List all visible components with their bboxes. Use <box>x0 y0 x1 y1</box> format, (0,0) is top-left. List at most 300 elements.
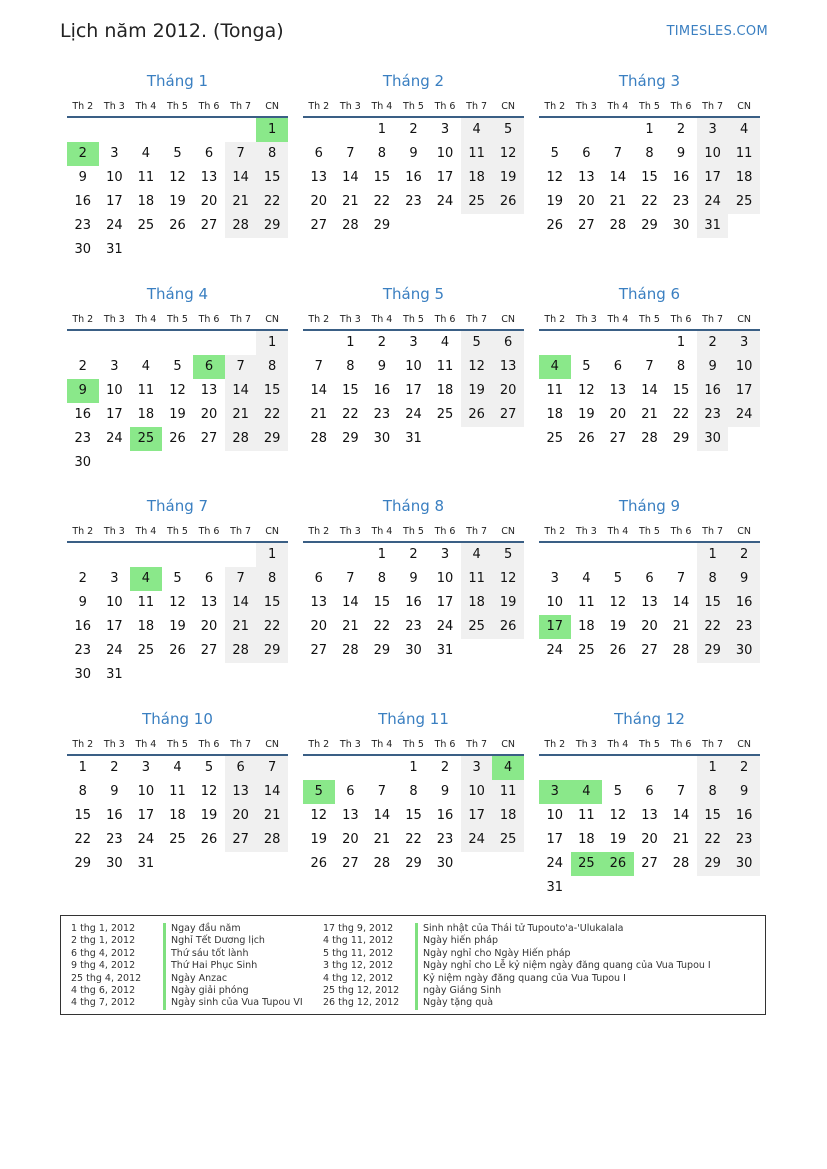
empty-cell <box>602 331 634 355</box>
day-cell: 2 <box>728 756 760 780</box>
weekday-label: Th 5 <box>639 739 660 750</box>
legend-date: 3 thg 12, 2012 <box>323 960 394 972</box>
day-cell: 29 <box>373 643 391 658</box>
day-cell: 20 <box>641 832 658 847</box>
day-cell: 3 <box>409 335 418 350</box>
empty-cell <box>539 331 571 355</box>
day-cell: 19 <box>169 194 186 209</box>
day-grid <box>67 118 288 262</box>
legend-holiday-name: Sinh nhật của Thái tử Tupouto'a-'Ulukalala <box>423 923 624 934</box>
day-cell: 12 <box>609 808 627 823</box>
day-cell: 1 <box>256 331 288 355</box>
legend-column-right <box>323 923 711 1010</box>
day-cell: 15 <box>405 808 422 823</box>
day-cell: 20 <box>200 194 218 209</box>
day-cell: 25 <box>492 828 524 852</box>
day-cell: 24 <box>106 643 123 658</box>
weekday-label: CN <box>501 739 516 750</box>
day-cell: 23 <box>697 403 729 427</box>
weekday-header <box>67 736 288 754</box>
weekday-label: Th 2 <box>308 526 330 537</box>
day-cell: 27 <box>342 856 359 871</box>
legend-date: 2 thg 1, 2012 <box>71 935 136 947</box>
day-cell: 26 <box>310 856 328 871</box>
month-block <box>67 710 288 876</box>
day-cell: 14 <box>672 808 690 823</box>
day-cell: 30 <box>74 242 92 257</box>
day-cell: 31 <box>546 880 564 895</box>
month-name: Tháng 1 <box>146 72 209 90</box>
day-cell: 31 <box>405 431 422 446</box>
day-cell: 3 <box>110 146 119 161</box>
day-cell: 18 <box>137 407 155 422</box>
weekday-label: Th 4 <box>371 314 393 325</box>
day-cell: 20 <box>225 804 257 828</box>
day-cell: 9 <box>409 571 418 586</box>
month-block <box>539 285 760 451</box>
day-cell: 22 <box>74 832 92 847</box>
legend-holiday-name: Ngày giải phóng <box>171 984 249 996</box>
day-cell: 15 <box>74 808 92 823</box>
holiday-cell: 17 <box>539 615 571 639</box>
holiday-cell: 2 <box>67 142 99 166</box>
weekday-label: Th 5 <box>167 314 188 325</box>
day-cell: 30 <box>74 455 92 470</box>
day-cell: 14 <box>310 383 328 398</box>
day-cell: 17 <box>106 619 123 634</box>
day-cell: 11 <box>436 359 454 374</box>
day-cell: 25 <box>169 832 186 847</box>
weekday-label: Th 2 <box>72 739 94 750</box>
day-cell: 3 <box>550 571 559 586</box>
weekday-label: Th 2 <box>544 526 566 537</box>
day-cell: 24 <box>546 643 564 658</box>
day-cell: 12 <box>492 567 524 591</box>
day-cell: 5 <box>173 359 182 374</box>
day-cell: 1 <box>697 543 729 567</box>
day-cell: 4 <box>141 146 151 161</box>
day-cell: 16 <box>74 407 92 422</box>
day-cell: 12 <box>169 170 186 185</box>
day-cell: 12 <box>609 595 627 610</box>
empty-cell <box>303 543 335 567</box>
weekday-label: Th 7 <box>466 101 488 112</box>
weekday-label: Th 5 <box>403 314 424 325</box>
holiday-cell: 4 <box>130 567 162 591</box>
holiday-marker <box>415 948 418 960</box>
legend-item <box>71 948 303 960</box>
day-cell: 30 <box>728 639 760 663</box>
day-cell: 26 <box>169 431 186 446</box>
weekday-label: Th 5 <box>167 526 188 537</box>
weekday-label: Th 6 <box>670 526 692 537</box>
day-cell: 4 <box>461 118 493 142</box>
day-cell: 25 <box>461 190 493 214</box>
day-cell: 2 <box>78 571 87 586</box>
holiday-cell: 9 <box>67 379 99 403</box>
day-cell: 11 <box>461 567 493 591</box>
day-cell: 2 <box>377 335 387 350</box>
day-cell: 8 <box>645 146 654 161</box>
day-cell: 5 <box>613 784 623 799</box>
day-cell: 19 <box>200 808 218 823</box>
day-cell: 8 <box>377 146 387 161</box>
day-cell: 25 <box>461 615 493 639</box>
day-cell: 15 <box>256 379 288 403</box>
holiday-marker <box>415 960 418 972</box>
day-cell: 15 <box>373 170 391 185</box>
day-cell: 29 <box>256 639 288 663</box>
day-cell: 18 <box>137 194 155 209</box>
day-cell: 24 <box>106 431 123 446</box>
month-name: Tháng 4 <box>146 285 209 303</box>
day-cell: 24 <box>461 828 493 852</box>
empty-cell <box>67 331 99 355</box>
day-cell: 8 <box>256 567 288 591</box>
holiday-cell: 4 <box>492 756 524 780</box>
legend-date: 5 thg 11, 2012 <box>323 947 394 959</box>
weekday-label: Th 5 <box>639 314 660 325</box>
brand-link[interactable]: TIMESLES.COM <box>666 24 768 39</box>
day-cell: 10 <box>697 142 729 166</box>
day-cell: 19 <box>169 407 186 422</box>
empty-cell <box>193 118 225 142</box>
legend-date: 26 thg 12, 2012 <box>323 997 400 1009</box>
weekday-header <box>67 98 288 116</box>
day-cell: 28 <box>672 643 690 658</box>
day-grid <box>303 118 524 238</box>
day-cell: 6 <box>204 146 214 161</box>
day-cell: 2 <box>409 122 418 137</box>
day-cell: 28 <box>373 856 391 871</box>
day-cell: 4 <box>461 543 493 567</box>
weekday-label: Th 3 <box>103 101 125 112</box>
weekday-label: CN <box>501 314 516 325</box>
weekday-label: Th 7 <box>702 526 724 537</box>
day-cell: 14 <box>641 383 658 398</box>
day-cell: 6 <box>204 571 214 586</box>
day-cell: 31 <box>697 214 729 238</box>
day-cell: 17 <box>436 595 454 610</box>
day-cell: 21 <box>373 832 391 847</box>
weekday-label: Th 2 <box>72 314 94 325</box>
weekday-label: Th 6 <box>670 314 692 325</box>
legend-date: 4 thg 6, 2012 <box>71 984 136 996</box>
day-cell: 21 <box>225 190 257 214</box>
weekday-label: Th 2 <box>544 314 566 325</box>
day-cell: 28 <box>256 828 288 852</box>
weekday-label: Th 7 <box>702 314 724 325</box>
day-cell: 6 <box>314 571 323 586</box>
day-cell: 2 <box>676 122 686 137</box>
day-cell: 16 <box>106 808 123 823</box>
weekday-label: CN <box>265 101 280 112</box>
weekday-label: Th 5 <box>167 739 188 750</box>
day-cell: 9 <box>110 784 119 799</box>
day-cell: 14 <box>225 166 257 190</box>
legend-date: 4 thg 12, 2012 <box>323 972 394 984</box>
day-cell: 2 <box>110 760 119 775</box>
weekday-label: Th 4 <box>135 314 157 325</box>
day-cell: 23 <box>405 194 422 209</box>
empty-cell <box>571 118 603 142</box>
day-cell: 26 <box>461 403 493 427</box>
day-cell: 7 <box>225 142 257 166</box>
empty-cell <box>303 118 335 142</box>
day-cell: 1 <box>256 543 288 567</box>
day-cell: 6 <box>346 784 355 799</box>
day-cell: 17 <box>405 383 422 398</box>
day-cell: 18 <box>578 619 595 634</box>
day-cell: 28 <box>225 214 257 238</box>
day-cell: 21 <box>225 615 257 639</box>
empty-cell <box>602 118 634 142</box>
empty-cell <box>67 118 99 142</box>
month-name: Tháng 10 <box>142 710 213 728</box>
day-cell: 28 <box>641 431 658 446</box>
day-cell: 14 <box>342 595 359 610</box>
day-cell: 8 <box>78 784 87 799</box>
weekday-label: Th 4 <box>371 526 393 537</box>
day-cell: 31 <box>137 856 155 871</box>
day-cell: 20 <box>342 832 359 847</box>
day-cell: 24 <box>436 194 454 209</box>
day-cell: 12 <box>461 355 493 379</box>
legend-item <box>71 973 303 985</box>
day-cell: 11 <box>137 170 155 185</box>
weekday-label: CN <box>265 526 280 537</box>
day-cell: 12 <box>169 595 186 610</box>
empty-cell <box>571 331 603 355</box>
day-cell: 17 <box>436 170 454 185</box>
day-cell: 18 <box>461 591 493 615</box>
month-name: Tháng 7 <box>146 497 209 515</box>
day-cell: 25 <box>728 190 760 214</box>
day-cell: 28 <box>609 218 627 233</box>
holiday-marker <box>163 997 166 1009</box>
day-cell: 9 <box>697 355 729 379</box>
empty-cell <box>130 543 162 567</box>
weekday-label: Th 6 <box>670 739 692 750</box>
day-cell: 11 <box>492 780 524 804</box>
day-cell: 5 <box>582 359 591 374</box>
empty-cell <box>225 543 257 567</box>
day-cell: 23 <box>728 828 760 852</box>
day-cell: 26 <box>169 218 186 233</box>
day-cell: 10 <box>436 146 454 161</box>
day-cell: 22 <box>373 194 391 209</box>
day-cell: 16 <box>373 383 391 398</box>
weekday-label: Th 2 <box>72 101 94 112</box>
day-cell: 13 <box>609 383 627 398</box>
day-cell: 23 <box>373 407 391 422</box>
day-cell: 6 <box>225 756 257 780</box>
day-cell: 13 <box>200 383 218 398</box>
day-cell: 27 <box>641 856 658 871</box>
day-cell: 13 <box>200 170 218 185</box>
holiday-marker <box>163 948 166 960</box>
day-grid <box>539 543 760 663</box>
day-cell: 7 <box>676 571 686 586</box>
day-cell: 2 <box>697 331 729 355</box>
day-cell: 5 <box>492 118 524 142</box>
legend-item <box>71 923 303 935</box>
weekday-header <box>539 523 760 541</box>
empty-cell <box>67 543 99 567</box>
day-cell: 15 <box>641 170 658 185</box>
holiday-cell: 3 <box>539 780 571 804</box>
empty-cell <box>571 543 603 567</box>
day-cell: 12 <box>169 383 186 398</box>
holiday-marker <box>415 923 418 935</box>
day-cell: 16 <box>405 170 422 185</box>
day-cell: 8 <box>346 359 355 374</box>
month-block <box>67 497 288 687</box>
day-cell: 4 <box>582 571 591 586</box>
weekday-label: Th 3 <box>575 739 597 750</box>
day-cell: 17 <box>461 804 493 828</box>
day-grid <box>539 118 760 238</box>
day-cell: 30 <box>672 218 690 233</box>
weekday-label: Th 4 <box>607 314 629 325</box>
day-cell: 5 <box>204 760 214 775</box>
weekday-label: Th 5 <box>403 526 424 537</box>
weekday-label: Th 2 <box>308 314 330 325</box>
weekday-label: Th 3 <box>103 526 125 537</box>
day-cell: 26 <box>492 190 524 214</box>
month-name: Tháng 11 <box>378 710 449 728</box>
day-cell: 5 <box>461 331 493 355</box>
day-cell: 11 <box>546 383 564 398</box>
empty-cell <box>225 331 257 355</box>
day-cell: 26 <box>546 218 564 233</box>
day-cell: 8 <box>256 355 288 379</box>
day-cell: 10 <box>106 170 123 185</box>
day-cell: 14 <box>672 595 690 610</box>
weekday-label: Th 2 <box>544 739 566 750</box>
day-cell: 19 <box>169 619 186 634</box>
legend-item <box>323 985 711 997</box>
day-cell: 16 <box>728 591 760 615</box>
day-cell: 21 <box>310 407 328 422</box>
day-grid <box>67 331 288 475</box>
legend-holiday-name: Ngay đầu năm <box>171 923 241 934</box>
day-cell: 26 <box>578 431 595 446</box>
day-cell: 7 <box>225 567 257 591</box>
day-cell: 28 <box>342 218 359 233</box>
day-cell: 8 <box>256 142 288 166</box>
weekday-label: Th 7 <box>230 314 252 325</box>
day-cell: 8 <box>676 359 686 374</box>
holiday-marker <box>163 960 166 972</box>
day-grid <box>67 543 288 687</box>
legend-date: 4 thg 11, 2012 <box>323 935 394 947</box>
day-cell: 17 <box>137 808 155 823</box>
weekday-label: Th 3 <box>575 101 597 112</box>
day-cell: 25 <box>546 431 564 446</box>
empty-cell <box>303 331 335 355</box>
day-cell: 13 <box>310 170 328 185</box>
holiday-cell: 26 <box>602 852 634 876</box>
day-cell: 13 <box>578 170 595 185</box>
day-cell: 22 <box>405 832 422 847</box>
day-cell: 5 <box>173 571 182 586</box>
day-cell: 11 <box>461 142 493 166</box>
holiday-cell: 5 <box>303 780 335 804</box>
weekday-label: Th 4 <box>371 739 393 750</box>
day-grid <box>303 331 524 451</box>
day-cell: 30 <box>405 643 422 658</box>
weekday-label: Th 5 <box>639 526 660 537</box>
day-cell: 30 <box>436 856 454 871</box>
legend-item <box>71 935 303 947</box>
day-cell: 30 <box>697 427 729 451</box>
day-cell: 13 <box>492 355 524 379</box>
day-cell: 9 <box>78 170 87 185</box>
month-name: Tháng 9 <box>618 497 681 515</box>
day-cell: 3 <box>728 331 760 355</box>
weekday-label: CN <box>501 526 516 537</box>
day-cell: 19 <box>492 591 524 615</box>
weekday-label: Th 3 <box>339 314 361 325</box>
day-cell: 8 <box>409 784 418 799</box>
empty-cell <box>335 756 367 780</box>
weekday-header <box>539 311 760 329</box>
day-cell: 20 <box>310 619 328 634</box>
day-cell: 7 <box>377 784 387 799</box>
weekday-label: Th 4 <box>607 526 629 537</box>
legend-holiday-name: ngày Giáng Sinh <box>423 984 502 996</box>
holiday-marker <box>415 935 418 947</box>
weekday-label: Th 2 <box>544 101 566 112</box>
day-cell: 21 <box>342 194 359 209</box>
weekday-label: CN <box>737 526 752 537</box>
empty-cell <box>539 756 571 780</box>
weekday-label: Th 3 <box>103 314 125 325</box>
day-cell: 20 <box>200 407 218 422</box>
day-grid <box>303 543 524 663</box>
day-cell: 18 <box>436 383 454 398</box>
day-cell: 28 <box>672 856 690 871</box>
day-cell: 7 <box>314 359 323 374</box>
day-cell: 13 <box>225 780 257 804</box>
weekday-label: Th 4 <box>371 101 393 112</box>
holiday-marker <box>415 985 418 997</box>
day-cell: 15 <box>697 804 729 828</box>
day-cell: 3 <box>697 118 729 142</box>
empty-cell <box>665 756 697 780</box>
day-cell: 22 <box>697 615 729 639</box>
holiday-cell: 4 <box>539 355 571 379</box>
day-cell: 13 <box>200 595 218 610</box>
day-cell: 20 <box>609 407 627 422</box>
day-cell: 10 <box>546 808 564 823</box>
day-cell: 31 <box>436 643 454 658</box>
weekday-label: Th 7 <box>230 739 252 750</box>
day-cell: 17 <box>106 407 123 422</box>
day-cell: 21 <box>672 832 690 847</box>
day-cell: 6 <box>492 331 524 355</box>
empty-cell <box>335 543 367 567</box>
weekday-label: Th 6 <box>434 739 456 750</box>
day-cell: 18 <box>169 808 186 823</box>
day-cell: 3 <box>461 756 493 780</box>
weekday-label: Th 2 <box>72 526 94 537</box>
day-cell: 28 <box>225 427 257 451</box>
weekday-label: Th 7 <box>466 739 488 750</box>
month-name: Tháng 8 <box>382 497 445 515</box>
weekday-label: Th 6 <box>434 101 456 112</box>
